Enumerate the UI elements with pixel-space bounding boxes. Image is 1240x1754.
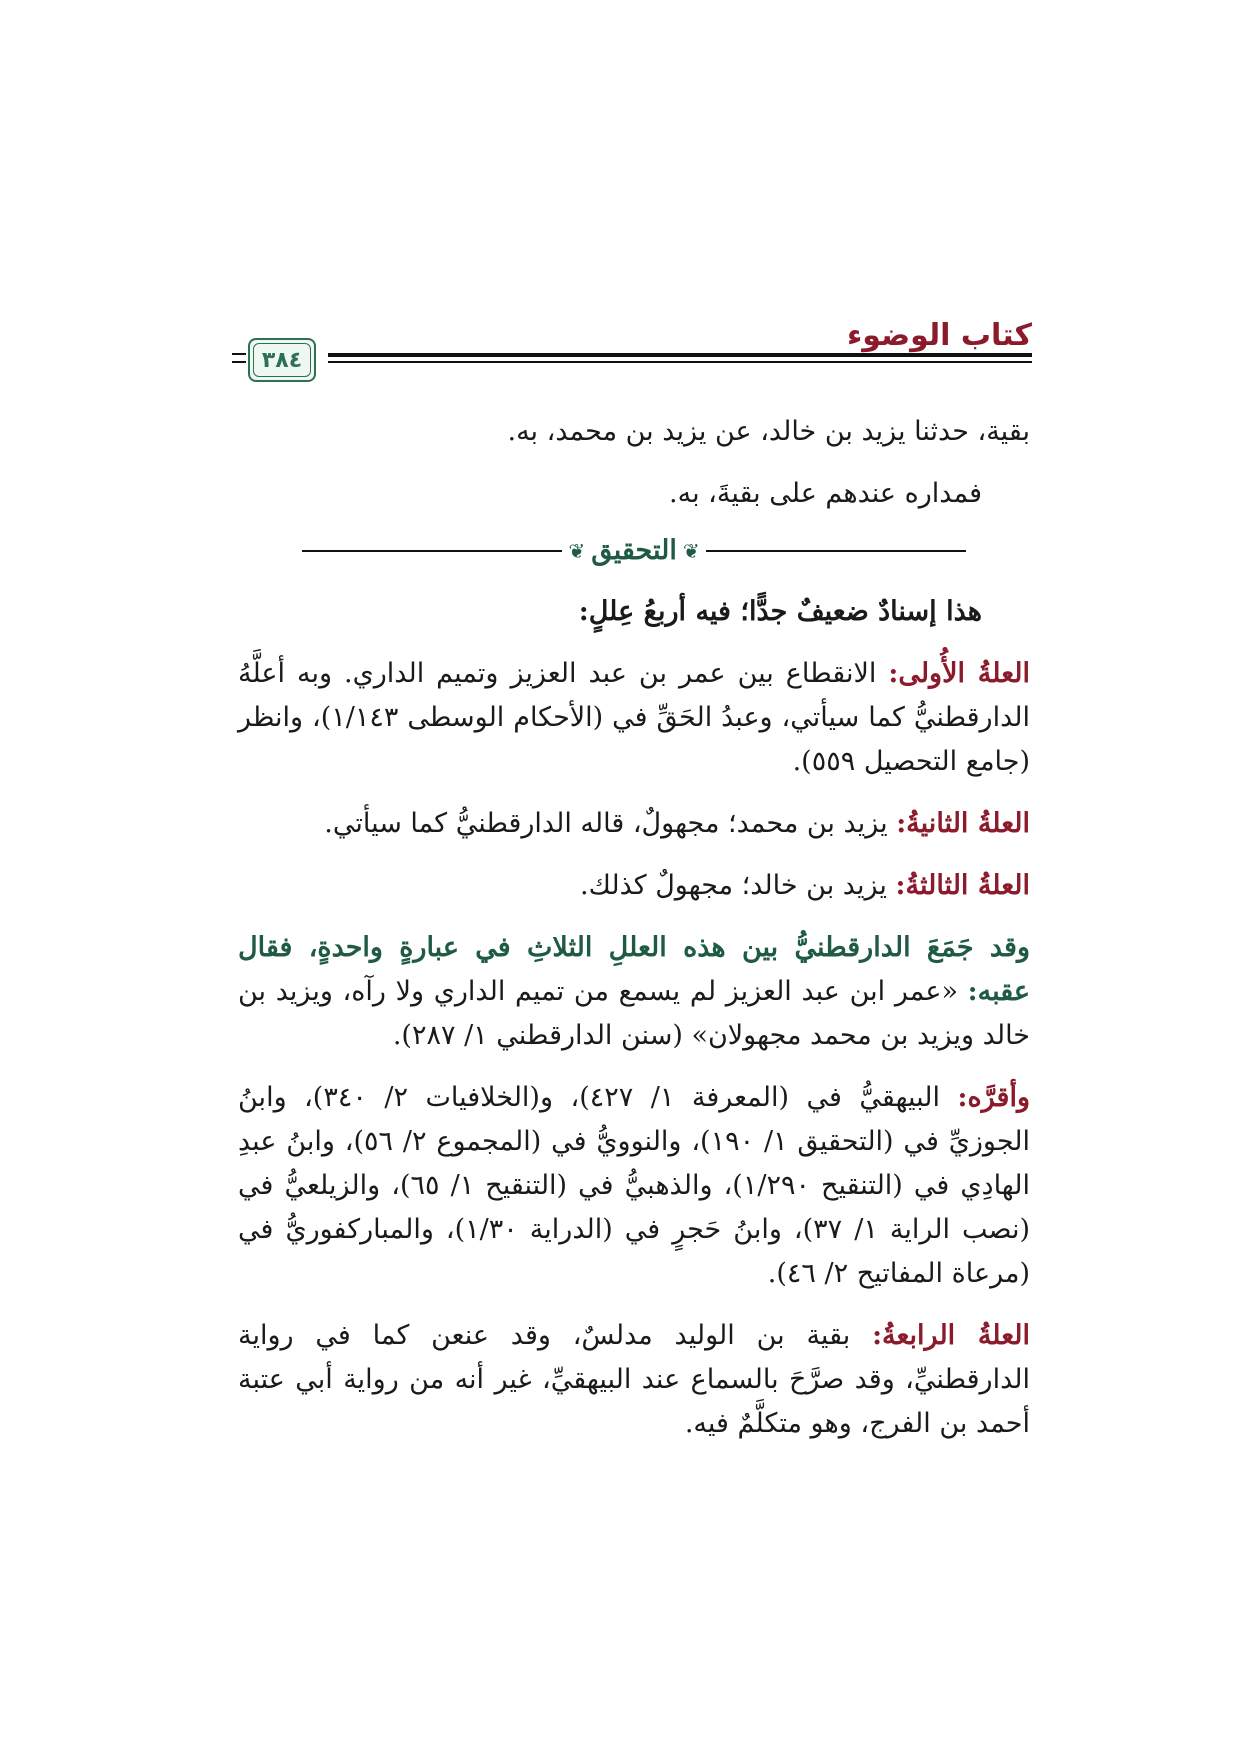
header-rule-thick <box>328 353 1032 357</box>
section-divider <box>238 534 1030 568</box>
paragraph-text: «عمر ابن عبد العزيز لم يسمع من تميم الداري ولا رآه، ويزيد بن خالد ويزيد بن محمد مجهولان» (سنن الدارقطني ١/ ٢٨٧). <box>238 976 1030 1051</box>
keyword: وأقرَّه: <box>957 1082 1030 1113</box>
paragraph-text: الانقطاع بين عمر بن عبد العزيز وتميم الداري. وبه أعلَّهُ الدارقطنيُّ كما سيأتي، وعبدُ الحَقِّ في (الأحكام الوسطى ١/١٤٣)، وانظر (جامع التحصيل ٥٥٩). <box>238 658 1030 777</box>
text-line-1: بقية، حدثنا يزيد بن خالد، عن يزيد بن محمد، به. <box>507 416 1030 447</box>
page-body <box>238 410 1030 1464</box>
paragraph-text: بقية بن الوليد مدلسٌ، وقد عنعن كما في رواية الدارقطنيِّ، وقد صرَّحَ بالسماع عند البيهقيِّ، غير أنه من رواية أبي عتبة أحمد بن الفرج، وهو متكلَّمٌ فيه. <box>238 1320 1030 1439</box>
paragraph-text: يزيد بن خالد؛ مجهولٌ كذلك. <box>580 870 896 901</box>
paragraph-illa-3 <box>238 864 1030 908</box>
page-header <box>232 318 1032 388</box>
paragraph-illa-1 <box>238 652 1030 784</box>
paragraph-illa-4 <box>238 1314 1030 1446</box>
book-title: كتاب الوضوء <box>846 318 1032 353</box>
page-number: ٣٨٤ <box>261 347 303 373</box>
header-rule-left-bottom <box>232 361 246 363</box>
header-rule-left-top <box>232 353 246 355</box>
keyword: العلةُ الثالثةُ: <box>895 870 1030 901</box>
keyword: العلةُ الأُولى: <box>888 658 1030 689</box>
paragraph-text: يزيد بن محمد؛ مجهولٌ، قاله الدارقطنيُّ كما سيأتي. <box>324 808 897 839</box>
keyword: العلةُ الثانيةُ: <box>896 808 1030 839</box>
paragraph-text: البيهقيُّ في (المعرفة ١/ ٤٢٧)، و(الخلافيات ٢/ ٣٤٠)، وابنُ الجوزيِّ في (التحقيق ١/ ١٩٠)، والنوويُّ في (المجموع ٢/ ٥٦)، وابنُ عبدِ الهادِي في (التنقيح ١/٢٩٠)، والذهبيُّ في (التنقيح ١/ ٦٥)، والزيلعيُّ في (نصب الراية ١/ ٣٧)، وابنُ حَجرٍ في (الدراية ١/٣٠)، والمباركفوريُّ في (مرعاة المفاتيح ٢/ ٤٦). <box>238 1082 1030 1289</box>
divider-line-right <box>706 550 966 552</box>
section-heading: التحقيق <box>591 535 677 566</box>
ornament-icon: ❦ <box>682 539 700 563</box>
header-rule-thin <box>328 361 1032 363</box>
summary-line: هذا إسنادٌ ضعيفٌ جدًّا؛ فيه أربعُ عِللٍ: <box>578 596 982 627</box>
keyword: وقد جَمَعَ الدارقطنيُّ بين هذه العللِ الثلاثِ في عبارةٍ واحدةٍ، فقال عقبه: <box>238 932 1030 1007</box>
text-line-2: فمداره عندهم على بقيةَ، به. <box>669 478 982 509</box>
divider-line-left <box>302 550 562 552</box>
paragraph-illa-2 <box>238 802 1030 846</box>
keyword: العلةُ الرابعةُ: <box>872 1320 1030 1351</box>
ornament-icon: ❦ <box>568 539 586 563</box>
paragraph-agreement <box>238 1076 1030 1296</box>
page-number-badge <box>248 338 316 382</box>
paragraph-daraqutni <box>238 926 1030 1058</box>
